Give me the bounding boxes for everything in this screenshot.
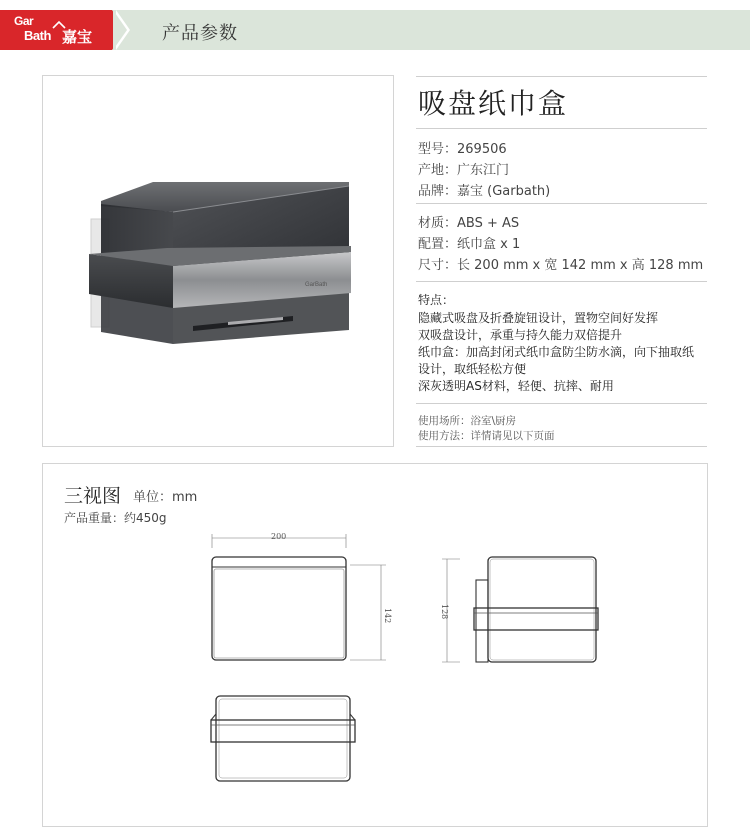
product-photo-frame — [42, 75, 394, 447]
feature-line: 设计，取纸轻松方便 — [418, 362, 527, 376]
features-title: 特点： — [418, 293, 455, 307]
spec-material-value: ABS + AS — [457, 216, 520, 231]
spec-size-label: 尺寸： — [418, 258, 458, 273]
section-title: 产品参数 — [162, 23, 238, 44]
brand-logo[interactable] — [0, 10, 112, 50]
usage-place — [418, 413, 516, 428]
dim-depth-label: 142 — [383, 608, 392, 624]
spec-model — [418, 138, 507, 157]
divider-features — [416, 403, 707, 404]
product-photo — [43, 76, 393, 446]
usage-method — [418, 428, 555, 443]
three-view-unit: 单位：mm — [133, 490, 198, 505]
dim-width-label: 200 — [271, 532, 287, 541]
divider-title — [416, 128, 707, 129]
dim-height-label: 128 — [440, 604, 449, 620]
spec-model-label: 型号： — [418, 142, 458, 157]
spec-origin-value: 广东江门 — [457, 163, 510, 178]
feature-line: 深灰透明AS材料，轻便、抗摔、耐用 — [418, 379, 614, 393]
spec-config-value: 纸巾盒 x 1 — [457, 237, 521, 252]
usage-method-label: 使用方法： — [418, 430, 471, 442]
spec-brand-label: 品牌： — [418, 184, 458, 199]
feature-line: 纸巾盒：加高封闭式纸巾盒防尘防水滴，向下抽取纸 — [418, 345, 695, 359]
top-view-drawing — [208, 690, 360, 786]
spec-material — [418, 212, 519, 231]
spec-config-label: 配置： — [418, 237, 458, 252]
product-weight: 产品重量：约450g — [64, 511, 167, 525]
photo-brand-label: GarBath — [305, 282, 328, 288]
divider-top — [416, 76, 707, 77]
logo-text-cn: 嘉宝 — [62, 28, 93, 46]
product-name: 吸盘纸巾盒 — [418, 87, 569, 120]
spec-size-value: 长 200 mm x 宽 142 mm x 高 128 mm — [457, 258, 704, 273]
spec-brand-value: 嘉宝 (Garbath) — [457, 184, 551, 199]
logo-arrow-inner — [113, 10, 127, 50]
header-bar — [0, 10, 750, 50]
feature-line: 双吸盘设计，承重与持久能力双倍提升 — [418, 328, 623, 342]
usage-method-value: 详情请见以下页面 — [470, 430, 555, 442]
logo-text-bath: Bath — [24, 28, 51, 43]
front-view-drawing — [205, 528, 390, 668]
logo-text-gar: Gar — [14, 14, 34, 28]
three-view-title: 三视图 — [64, 485, 122, 507]
usage-place-value: 浴室\厨房 — [470, 415, 517, 427]
spec-config — [418, 233, 520, 252]
divider-basic — [416, 203, 707, 204]
spec-origin-label: 产地： — [418, 163, 458, 178]
feature-line: 隐藏式吸盘及折叠旋钮设计，置物空间好发挥 — [418, 311, 659, 325]
divider-bottom — [416, 446, 707, 447]
spec-size — [418, 254, 703, 273]
usage-place-label: 使用场所： — [418, 415, 471, 427]
divider-specs — [416, 281, 707, 282]
spec-material-label: 材质： — [418, 216, 458, 231]
spec-brand — [418, 180, 550, 199]
spec-model-value: 269506 — [457, 142, 507, 157]
spec-origin — [418, 159, 509, 178]
side-view-drawing — [436, 552, 606, 667]
